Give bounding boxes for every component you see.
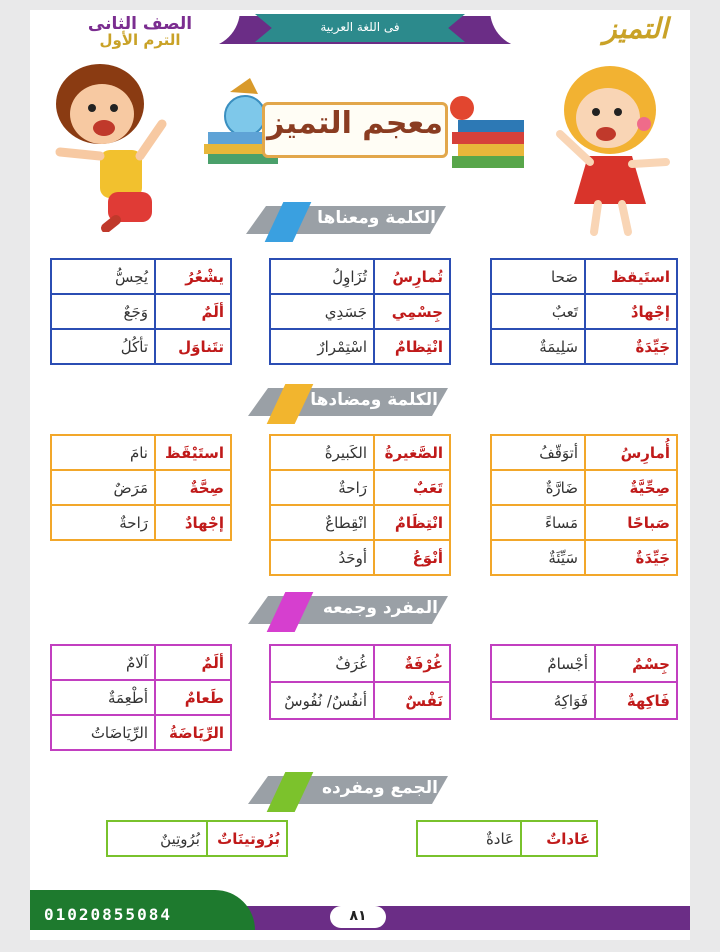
table-row: [51, 329, 231, 364]
meaning-cell: تأكُلُ: [51, 329, 155, 364]
section-title: المفرد وجمعه: [322, 598, 438, 618]
singulars-table-1: [416, 820, 598, 857]
table-row: [270, 259, 450, 294]
table-row: [270, 682, 450, 719]
word-cell: تُمارِسُ: [374, 259, 450, 294]
word-cell: يشْعُرُ: [155, 259, 231, 294]
opposite-cell: رَاحةٌ: [51, 505, 155, 540]
meaning-cell: جَسَدِي: [270, 294, 374, 329]
section-banner-singulars: [248, 772, 458, 808]
table-row: [270, 294, 450, 329]
plurals-table-3: [50, 644, 232, 751]
word-cell: استَيْقَظ: [155, 435, 231, 470]
plural-cell: أطْعِمَةٌ: [51, 680, 155, 715]
plurals-table-2: [269, 644, 451, 720]
table-row: [491, 540, 677, 575]
contact-phone: 01020855084: [44, 905, 172, 924]
opposite-cell: نامَ: [51, 435, 155, 470]
opposite-cell: الكَبيرةُ: [270, 435, 374, 470]
subject-label: فى اللغة العربية: [320, 20, 400, 34]
table-row: [491, 294, 677, 329]
word-cell: انْتِظامٌ: [374, 329, 450, 364]
plural-cell: الرِّيَاضَاتُ: [51, 715, 155, 750]
opposites-table-1: [490, 434, 678, 576]
meanings-table-1: [490, 258, 678, 365]
opposites-table-3: [50, 434, 232, 541]
table-row: [51, 470, 231, 505]
table-row: [51, 645, 231, 680]
table-row: [51, 715, 231, 750]
word-cell: نَفْسٌ: [374, 682, 450, 719]
opposites-table-2: [269, 434, 451, 576]
word-cell: استَيقظ: [585, 259, 677, 294]
boy-illustration: [40, 52, 170, 232]
word-cell: الرِّيَاضَةُ: [155, 715, 231, 750]
meaning-cell: سَلِيمَةٌ: [491, 329, 585, 364]
meaning-cell: تَعبٌ: [491, 294, 585, 329]
meaning-cell: صَحا: [491, 259, 585, 294]
word-cell: جِسْمٌ: [595, 645, 677, 682]
plural-cell: فَوَاكِهُ: [491, 682, 595, 719]
singulars-table-2: [106, 820, 288, 857]
opposite-cell: انْقِطاعٌ: [270, 505, 374, 540]
word-cell: تَعَبٌ: [374, 470, 450, 505]
word-cell: طَعامٌ: [155, 680, 231, 715]
word-cell: صَباحًا: [585, 505, 677, 540]
brand-logo-text: التميز: [603, 12, 668, 45]
table-row: [51, 259, 231, 294]
section-title: الكلمة ومعناها: [317, 208, 436, 228]
table-row: [417, 821, 597, 856]
meaning-cell: وَجَعٌ: [51, 294, 155, 329]
table-row: [491, 435, 677, 470]
word-cell: فَاكِهةٌ: [595, 682, 677, 719]
section-banner-meanings: [246, 202, 456, 238]
plural-cell: أنفُسٌ/ نُفُوسٌ: [270, 682, 374, 719]
word-cell: ألَمٌ: [155, 294, 231, 329]
word-cell: جَيِّدَةٌ: [585, 540, 677, 575]
table-row: [51, 505, 231, 540]
opposite-cell: مَساءً: [491, 505, 585, 540]
table-row: [270, 470, 450, 505]
table-row: [270, 329, 450, 364]
opposite-cell: أتوَقّفُ: [491, 435, 585, 470]
section-title: الجمع ومفرده: [321, 778, 438, 798]
word-cell: ألَمٌ: [155, 645, 231, 680]
plural-cell: غُرَفٌ: [270, 645, 374, 682]
word-cell: عَاداتٌ: [521, 821, 597, 856]
plural-cell: أجْسامٌ: [491, 645, 595, 682]
table-row: [51, 294, 231, 329]
word-cell: بُرُوتينَاتٌ: [207, 821, 287, 856]
opposite-cell: مَرَضٌ: [51, 470, 155, 505]
table-row: [491, 505, 677, 540]
page-title: معجم التميز: [267, 106, 443, 141]
opposite-cell: سَيِّئَةٌ: [491, 540, 585, 575]
table-row: [491, 470, 677, 505]
opposite-cell: أوحَدُ: [270, 540, 374, 575]
table-row: [491, 259, 677, 294]
section-banner-plurals: [248, 592, 458, 628]
table-row: [51, 435, 231, 470]
table-row: [491, 682, 677, 719]
page-number: ٨١: [349, 908, 367, 924]
girl-illustration: [548, 54, 678, 244]
table-row: [491, 645, 677, 682]
word-cell: تتَناوَل: [155, 329, 231, 364]
meaning-cell: تُزَاوِلُ: [270, 259, 374, 294]
opposite-cell: رَاحةٌ: [270, 470, 374, 505]
word-cell: أنْوَعُ: [374, 540, 450, 575]
grade-label: الصف الثانى: [87, 14, 193, 34]
table-row: [270, 435, 450, 470]
plurals-table-1: [490, 644, 678, 720]
table-row: [270, 540, 450, 575]
word-cell: جِسْمِي: [374, 294, 450, 329]
worksheet-page: [30, 10, 690, 940]
table-row: [51, 680, 231, 715]
table-row: [270, 505, 450, 540]
meaning-cell: اسْتِمْرارٌ: [270, 329, 374, 364]
singular-cell: عَادةٌ: [417, 821, 521, 856]
meanings-table-3: [50, 258, 232, 365]
word-cell: أُمارِسُ: [585, 435, 677, 470]
word-cell: جَيِّدَةٌ: [585, 329, 677, 364]
table-row: [270, 645, 450, 682]
word-cell: إجْهادٌ: [155, 505, 231, 540]
word-cell: صِحِّيَّةٌ: [585, 470, 677, 505]
meaning-cell: يُحِسُّ: [51, 259, 155, 294]
word-cell: صِحَّةٌ: [155, 470, 231, 505]
meanings-table-2: [269, 258, 451, 365]
plural-cell: آلامٌ: [51, 645, 155, 680]
word-cell: غُرْفَةٌ: [374, 645, 450, 682]
singular-cell: بُرُوتِينٌ: [107, 821, 207, 856]
word-cell: إجْهادٌ: [585, 294, 677, 329]
word-cell: انْتِظَامٌ: [374, 505, 450, 540]
term-label: الترم الأول: [99, 31, 181, 49]
section-banner-opposites: [248, 384, 458, 420]
table-row: [107, 821, 287, 856]
section-title: الكلمة ومضادها: [310, 390, 438, 410]
opposite-cell: ضَارَّةٌ: [491, 470, 585, 505]
table-row: [491, 329, 677, 364]
word-cell: الصَّغيرةُ: [374, 435, 450, 470]
